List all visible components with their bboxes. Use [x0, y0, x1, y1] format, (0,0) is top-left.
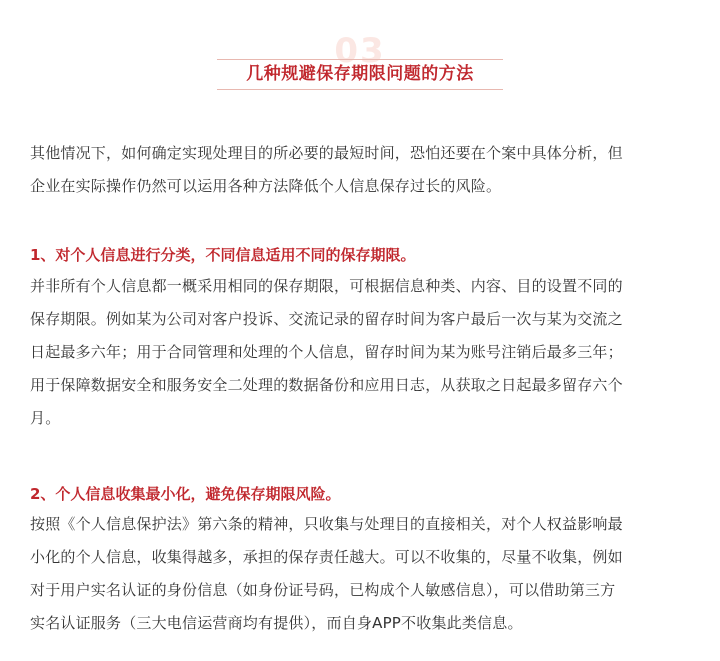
header-divider-bottom — [217, 89, 503, 90]
section-header — [217, 31, 503, 89]
section-number-watermark: 03 — [334, 31, 386, 71]
paragraph-line: 小化的个人信息，收集得越多，承担的保存责任越大。可以不收集的，尽量不收集，例如 — [30, 548, 623, 566]
paragraph-line: 并非所有个人信息都一概采用相同的保存期限，可根据信息种类、内容、目的设置不同的 — [30, 277, 623, 295]
paragraph-line: 日起最多六年；用于合同管理和处理的个人信息，留存时间为某为账号注销后最多三年； — [30, 343, 623, 361]
section-2-heading: 2、个人信息收集最小化，避免保存期限风险。 — [30, 485, 341, 503]
section-title: 几种规避保存期限问题的方法 — [246, 64, 474, 84]
section-1-paragraph — [30, 270, 692, 435]
paragraph-line: 企业在实际操作仍然可以运用各种方法降低个人信息保存过长的风险。 — [30, 177, 502, 195]
section-2-paragraph — [30, 508, 692, 640]
header-divider-top — [217, 59, 503, 60]
paragraph-line: 用于保障数据安全和服务安全二处理的数据备份和应用日志，从获取之日起最多留存六个 — [30, 376, 623, 394]
paragraph-line: 实名认证服务（三大电信运营商均有提供），而自身APP不收集此类信息。 — [30, 614, 523, 632]
paragraph-line: 月。 — [30, 409, 61, 427]
paragraph-line: 按照《个人信息保护法》第六条的精神，只收集与处理目的直接相关，对个人权益影响最 — [30, 515, 623, 533]
paragraph-line: 保存期限。例如某为公司对客户投诉、交流记录的留存时间为客户最后一次与某为交流之 — [30, 310, 623, 328]
paragraph-line: 对于用户实名认证的身份信息（如身份证号码，已构成个人敏感信息），可以借助第三方 — [30, 581, 616, 599]
section-1-heading: 1、对个人信息进行分类，不同信息适用不同的保存期限。 — [30, 246, 416, 264]
paragraph-line: 其他情况下，如何确定实现处理目的所必要的最短时间，恐怕还要在个案中具体分析，但 — [30, 144, 623, 162]
intro-paragraph — [30, 137, 692, 203]
